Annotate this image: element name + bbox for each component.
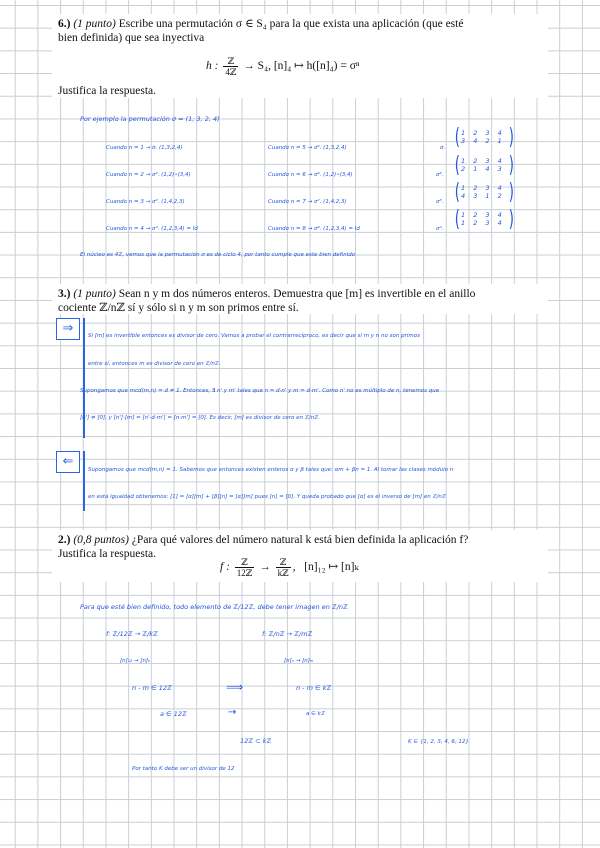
formula-text: → S₄, [n]₄ ↦ h([n]₄) = σⁿ — [243, 60, 360, 73]
fraction: $\frac{\text{ℤ}}{\text{kℤ}}$ — [277, 557, 289, 578]
answer3-forward-line: Supongamos que mcd(m,n) = d ≠ 1. Entonces, ∃ n' y m' tales que n = d·n' y m = d·m'. Como n' no es múltiplo de n, tenemos que — [80, 388, 440, 394]
matrix-top-row: 1 2 3 4 — [461, 211, 505, 219]
answer6-intro: Por ejemplo la permutación σ = (1, 3, 2, 4) — [80, 115, 220, 123]
matrix-top-row: 1 2 3 4 — [461, 129, 505, 137]
matrix-top-row: 1 2 3 4 — [461, 157, 505, 165]
answer2-left1: n - m ∈ 12ℤ — [132, 684, 172, 692]
arrow: → — [228, 707, 237, 718]
problem-number: 2.) — [58, 534, 71, 546]
formula-text: [n]₁₂ ↦ [n]ₖ — [304, 561, 359, 574]
answer2-map2: f: ℤ/nℤ → ℤ/mℤ — [262, 630, 313, 638]
answer6-row-left: Cuando n = 4 → σ⁴. (1,2,3,4) = Id — [106, 226, 198, 232]
matrix-bottom-row: 2 1 4 3 — [461, 165, 505, 173]
fraction: $\frac{\text{ℤ}}{\text{12ℤ}}$ — [236, 557, 253, 578]
problem-points: (1 punto) — [73, 18, 116, 30]
answer2-intro: Para que esté bien definido, todo elemento de ℤ/12ℤ, debe tener imagen en ℤ/nℤ — [80, 603, 348, 611]
answer6-row-left: Cuando n = 1 → σ. (1,3,2,4) — [106, 145, 183, 151]
margin-line — [83, 451, 85, 511]
problem-points: (0,8 puntos) — [73, 534, 129, 546]
answer2-map1: f: ℤ/12ℤ → ℤ/kℤ — [106, 630, 158, 638]
matrix-top-row: 1 2 3 4 — [461, 184, 505, 192]
answer2-assign2: [n]ₙ → [n]ₘ — [284, 658, 314, 664]
answer2-conclusion: Por tanto K debe ser un divisor de 12 — [132, 766, 235, 772]
answer2-k-values: K ∈ {1, 2, 3, 4, 6, 12} — [408, 739, 469, 745]
problem-number: 3.) — [58, 288, 71, 300]
answer2-right1: n - m ∈ kℤ — [296, 684, 332, 692]
answer6-row-mid: Cuando n = 8 → σ⁸. (1,2,3,4) = Id — [268, 226, 360, 232]
problem6-justify: Justifica la respuesta. — [58, 85, 157, 97]
answer6-sigma: σ³. — [436, 199, 444, 205]
statement-text: ¿Para qué valores del número natural k está bien definida la aplicación f? — [131, 534, 469, 546]
answer6-sigma: σ². — [436, 172, 444, 178]
answer2-assign1: [n]₁₂ → [n]ₖ — [120, 658, 151, 664]
answer3-forward-line: entre sí, entonces m es divisor de cero en ℤ/nℤ. — [88, 361, 221, 367]
matrix-bottom-row: 1 2 3 4 — [461, 219, 505, 227]
answer6-row-left: Cuando n = 2 → σ². (1,2)∘(3,4) — [106, 172, 191, 178]
answer6-sigma: σ⁴. — [436, 226, 444, 232]
permutation-matrix: ( 1 2 3 4 2 1 4 3 ) — [454, 153, 514, 178]
arrow: → — [259, 561, 271, 574]
permutation-matrix: ( 1 2 3 4 1 2 3 4 ) — [454, 207, 514, 232]
problem2-formula: f : $\frac{\text{ℤ}}{\text{12ℤ}}$ → $\frac{\text{ℤ}}{\text{kℤ}}$ , [n]₁₂ ↦ [n]ₖ — [220, 557, 359, 578]
problem-number: 6.) — [58, 18, 71, 30]
statement-text: Sean n y m dos números enteros. Demuestra que [m] es invertible en el anillo — [118, 288, 476, 300]
forward-implication-box: ⇒ — [56, 318, 80, 340]
formula-label: f : — [220, 561, 230, 574]
answer2-left2: a ∈ 12ℤ — [160, 710, 187, 718]
problem6-statement — [58, 17, 538, 45]
problem6-formula — [206, 56, 360, 77]
fraction: $\frac{\text{ℤ}}{\text{4ℤ}}$ — [225, 56, 237, 77]
answer2-right2: a ∈ kℤ — [306, 711, 325, 717]
answer6-row-left: Cuando n = 3 → σ³. (1,4,2,3) — [106, 199, 185, 205]
answer3-backward-line: en esta igualdad obtenemos: [1] = [α][m] + [β][n] = [α][m] pues [n] = [0]. Y queda probado que [α] es el inverso de [m] en ℤ/nℤ — [88, 494, 446, 500]
statement-text: Justifica la respuesta. — [58, 548, 157, 560]
answer6-sigma: σ. — [440, 145, 446, 151]
formula-label: h : — [206, 60, 219, 73]
answer6-row-mid: Cuando n = 7 → σ⁷. (1,4,2,3) — [268, 199, 347, 205]
answer6-row-mid: Cuando n = 6 → σ⁶. (1,2)∘(3,4) — [268, 172, 353, 178]
statement-text: cociente ℤ/nℤ sí y sólo si n y m son primos entre sí. — [58, 302, 299, 314]
implies-arrow: ⟹ — [226, 680, 244, 694]
problem3-statement — [58, 287, 538, 315]
permutation-matrix: ( 1 2 3 4 3 4 2 1 ) — [454, 125, 514, 150]
answer3-backward-line: Supongamos que mcd(m,n) = 1. Sabemos que entonces existen enteros α y β tales que: αm + βn = 1. Al tomar las clases módulo n — [88, 467, 454, 473]
matrix-bottom-row: 3 4 2 1 — [461, 137, 505, 145]
backward-implication-box: ⇐ — [56, 451, 80, 473]
answer2-inclusion: 12ℤ ⊂ kℤ — [240, 737, 272, 745]
matrix-bottom-row: 4 3 1 2 — [461, 192, 505, 200]
answer6-row-mid: Cuando n = 5 → σ⁵. (1,3,2,4) — [268, 145, 347, 151]
permutation-matrix: ( 1 2 3 4 4 3 1 2 ) — [454, 180, 514, 205]
answer6-conclusion: El núcleo es 4ℤ, vemos que la permutación σ es de ciclo 4, por tanto cumple que este bien definido — [80, 252, 356, 258]
statement-text: bien definida) que sea inyectiva — [58, 32, 205, 44]
problem-points: (1 punto) — [73, 288, 116, 300]
statement-text: Escribe una permutación σ ∈ S₄ para la que exista una aplicación (que esté — [118, 18, 464, 30]
answer3-forward-line: [n'] ≠ [0], y [n']·[m] = [n'·d·m'] = [n·m'] = [0]. Es decir, [m] es divisor de cero en ℤ/nℤ. — [80, 415, 321, 421]
answer3-forward-line: Si [m] es invertible entonces es divisor de cero. Vamos a probar el contrarrecíproco, es decir que si m y n no son primos — [88, 333, 420, 339]
